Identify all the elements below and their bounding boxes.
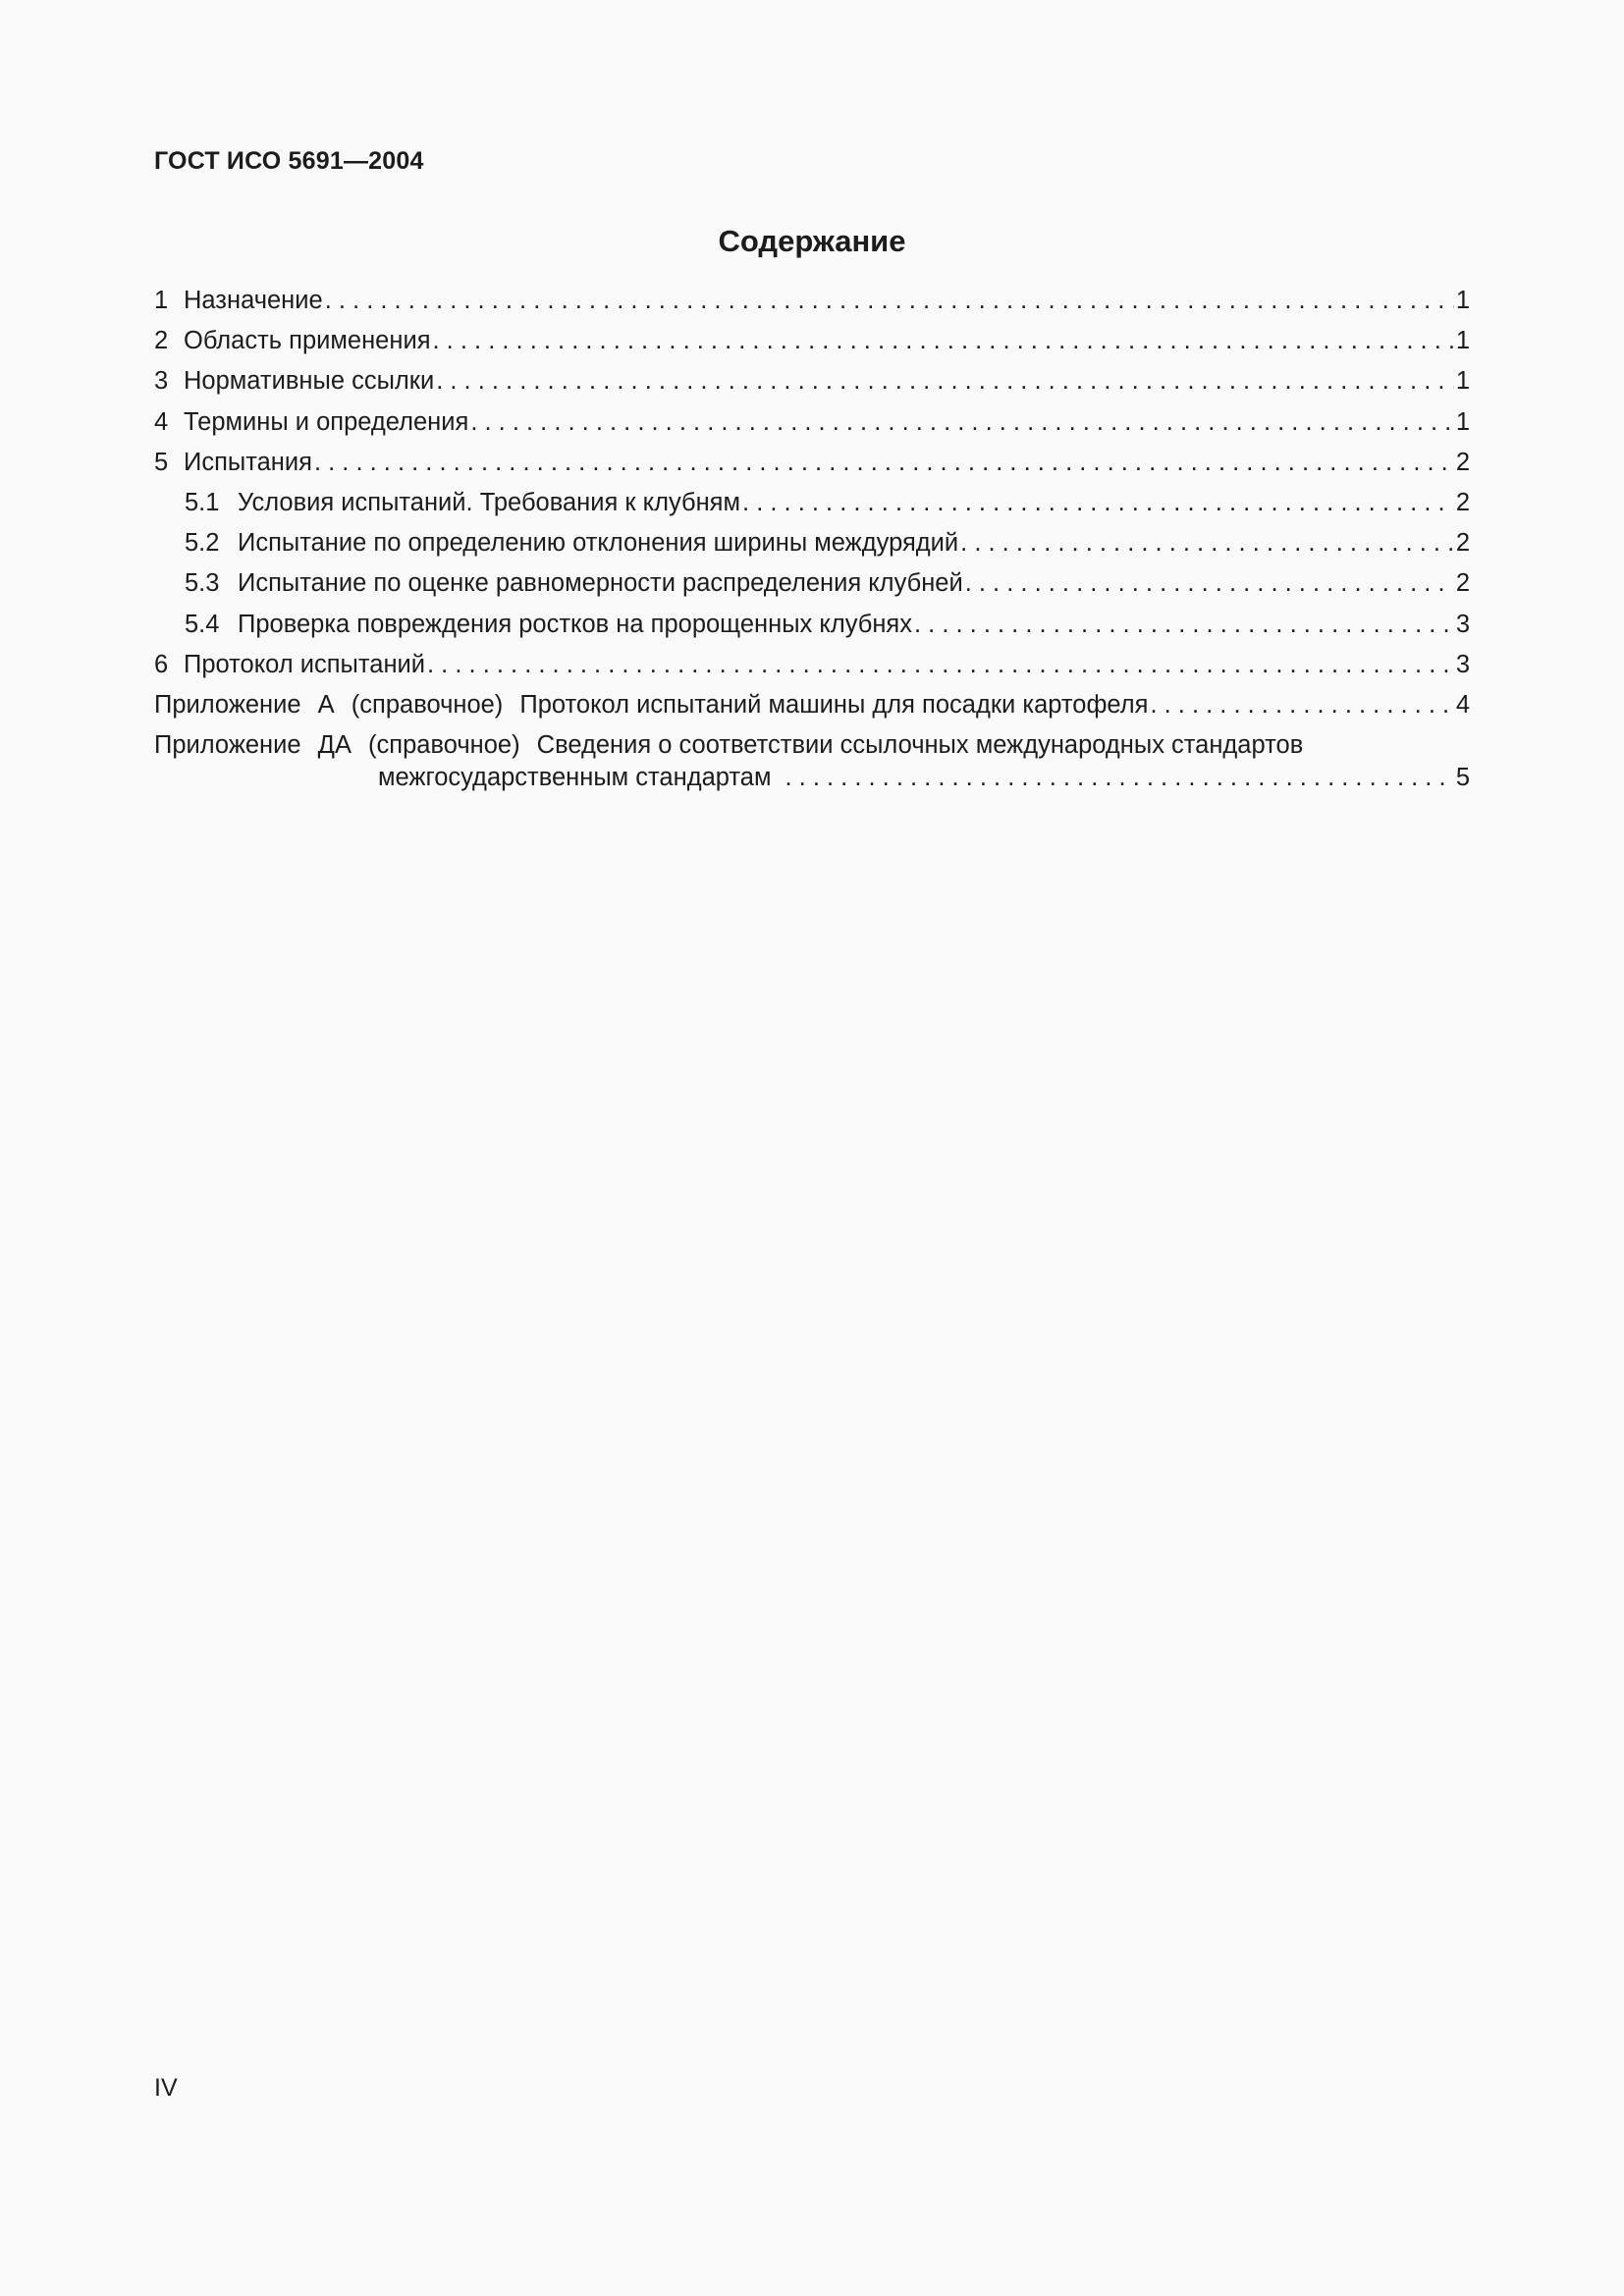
dot-leader	[1150, 685, 1453, 725]
toc-entry-appendix-da[interactable]	[154, 725, 1470, 794]
toc-entry-5-3[interactable]	[154, 563, 1470, 604]
appendix-kind: (справочное)	[351, 690, 504, 719]
toc-entry-page: 3	[1455, 610, 1470, 638]
dot-leader	[470, 402, 1454, 443]
toc-entry-number: 5.1	[185, 488, 220, 516]
dot-leader	[427, 645, 1454, 685]
toc-entry-number: 6	[154, 650, 169, 678]
toc-entry-number: 5	[154, 448, 169, 476]
toc-entry-appendix-a[interactable]	[154, 685, 1470, 725]
toc-entry-label: Термины и определения	[184, 407, 469, 436]
toc-entry-label: Испытание по оценке равномерности распределения клубней	[238, 569, 963, 598]
toc-entry-page: 2	[1455, 488, 1470, 516]
dot-leader	[965, 563, 1454, 604]
toc-entry-label: Протокол испытаний	[184, 650, 426, 678]
toc-entry-5[interactable]	[154, 443, 1470, 483]
toc-entry-page: 2	[1455, 569, 1470, 598]
toc-entry-number: 5.3	[185, 569, 220, 598]
toc-entry-page: 1	[1455, 327, 1470, 355]
appendix-prefix: Приложение	[154, 731, 301, 760]
dot-leader	[742, 483, 1454, 523]
appendix-kind: (справочное)	[368, 731, 520, 760]
appendix-title: Протокол испытаний машины для посадки картофеля	[519, 690, 1149, 719]
toc-entry-label: Испытание по определению отклонения ширины междурядий	[238, 529, 959, 558]
appendix-title: Сведения о соответствии ссылочных международных стандартов	[536, 731, 1304, 760]
appendix-da-line-2	[154, 762, 1470, 794]
toc-entry-label: Назначение	[184, 287, 323, 314]
page-number: IV	[154, 2074, 178, 2102]
dot-leader	[785, 762, 1453, 794]
toc-entry-number: 2	[154, 327, 169, 355]
toc-entry-label	[154, 685, 1148, 725]
toc-entry-3[interactable]	[154, 361, 1470, 401]
toc-entry-page: 1	[1455, 407, 1470, 436]
toc-entry-6[interactable]	[154, 645, 1470, 685]
toc-entry-number: 5.4	[185, 610, 220, 638]
toc-entry-number: 5.2	[185, 529, 220, 558]
toc-entry-label: Проверка повреждения ростков на пророщенных клубнях	[238, 610, 912, 638]
dot-leader	[436, 361, 1454, 401]
dot-leader	[325, 281, 1454, 321]
toc-entry-number: 1	[154, 287, 169, 314]
appendix-letter: ДА	[317, 731, 352, 760]
toc-entry-5-4[interactable]	[154, 605, 1470, 645]
toc-entry-2[interactable]	[154, 321, 1470, 361]
toc-entry-page: 5	[1455, 764, 1470, 792]
dot-leader	[433, 321, 1454, 361]
toc-entry-number: 4	[154, 407, 169, 436]
toc-title: Содержание	[718, 224, 906, 258]
document-code: ГОСТ ИСО 5691—2004	[154, 147, 424, 175]
toc-entry-5-2[interactable]	[154, 523, 1470, 563]
toc-entry-label: Нормативные ссылки	[184, 367, 435, 396]
dot-leader	[960, 523, 1454, 563]
toc-entry-page: 2	[1455, 529, 1470, 558]
appendix-letter: А	[317, 690, 335, 719]
appendix-prefix: Приложение	[154, 690, 301, 719]
toc-entry-1[interactable]	[154, 281, 1470, 321]
toc-entry-number: 3	[154, 367, 169, 396]
dot-leader	[314, 443, 1454, 483]
toc-entry-page: 1	[1455, 287, 1470, 314]
toc-entry-5-1[interactable]	[154, 483, 1470, 523]
toc-entry-label: Область применения	[184, 327, 431, 355]
toc-entry-page: 4	[1455, 690, 1470, 719]
toc-entry-page: 3	[1455, 650, 1470, 678]
toc-entry-label: Условия испытаний. Требования к клубням	[238, 488, 741, 516]
table-of-contents	[154, 281, 1470, 794]
toc-entry-page: 2	[1455, 448, 1470, 476]
appendix-title-continued: межгосударственным стандартам	[378, 764, 772, 792]
toc-entry-page: 1	[1455, 367, 1470, 396]
toc-entry-4[interactable]	[154, 402, 1470, 443]
appendix-da-line-1	[154, 729, 1470, 762]
toc-entry-label: Испытания	[184, 448, 312, 476]
dot-leader	[914, 605, 1454, 645]
